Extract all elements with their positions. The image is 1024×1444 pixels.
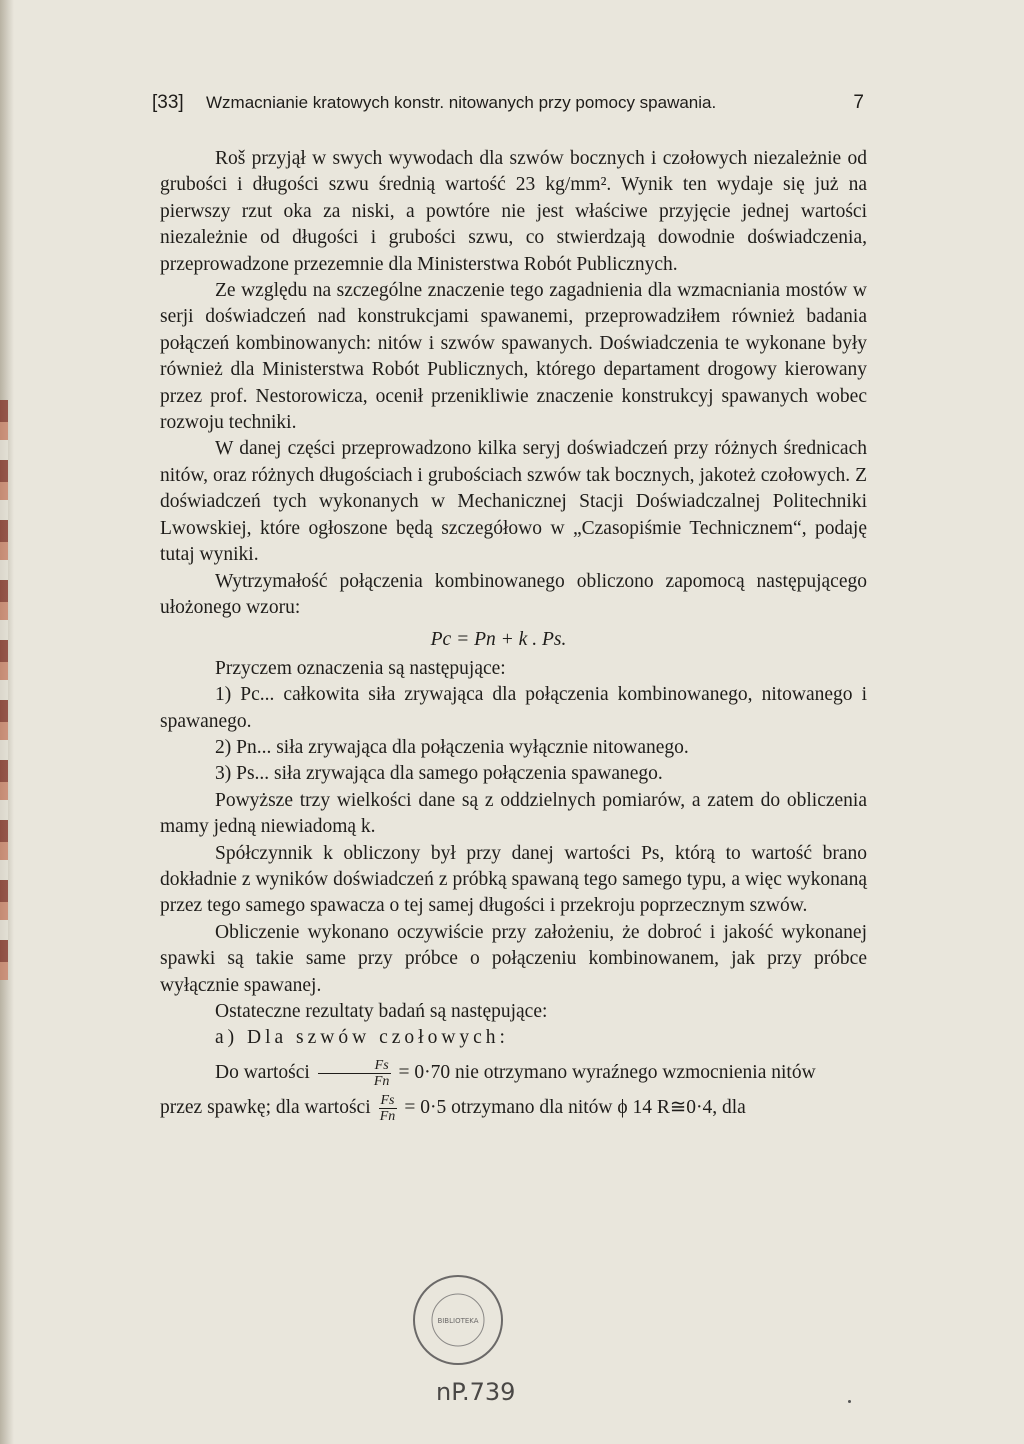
paragraph: W danej części przeprowadzono kilka seryj doświadczeń przy różnych średnicach nitów, oraz różnych długościach i grubościach szwów tak bocznych, jakoteż czołowych. Z doświadczeń tych wykonanych w Mechanicznej Stacji Doświadczalnej Politechniki Lwowskiej, które ogłoszone będą szczegółowo w „Czasopiśmie Technicznem“, podaję tutaj wyniki. [160, 438, 867, 566]
ratio-suffix: = 0·5 otrzymano dla nitów ϕ 14 R≅0·4, dla [404, 1096, 746, 1118]
header-page-ref: [33] [152, 92, 184, 113]
fraction [379, 1093, 397, 1124]
ratio-prefix: Do wartości [215, 1061, 310, 1083]
ratio-suffix: = 0·70 nie otrzymano wyraźnego wzmocnienia nitów [398, 1061, 816, 1083]
library-stamp [410, 1272, 506, 1368]
fraction [318, 1058, 391, 1089]
fraction-numerator: Fs [318, 1058, 391, 1074]
paragraph: Wytrzymałość połączenia kombinowanego obliczono zapomocą następującego ułożonego wzoru: [160, 570, 867, 618]
ink-dot [848, 1400, 851, 1403]
binding-stain [0, 400, 8, 980]
fraction-denominator: Fn [373, 1073, 390, 1089]
ratio-prefix: przez spawkę; dla wartości [160, 1096, 371, 1118]
paragraph: Roš przyjął w swych wywodach dla szwów bocznych i czołowych niezależnie od grubości i długości szwu średnią wartość 23 kg/mm². Wynik ten wydaje się już na pierwszy rzut oka za niski, a powtóre nie jest właściwe przyjęcie jednej wartości niezależnie od długości i grubości szwu, co stwierdzają dowodnie doświadczenia, przeprowadzone przezemnie dla Ministerstwa Robót Publicznych. [160, 148, 867, 275]
ratio-line [160, 1093, 867, 1124]
definition-item: 1) Pc... całkowita siła zrywająca dla połączenia kombinowanego, nitowanego i spawanego. [160, 684, 867, 732]
paragraph: Ze względu na szczególne znaczenie tego zagadnienia dla wzmacniania mostów w serji doświadczeń nad konstrukcjami spawanemi, przeprowadziłem również badania połączeń kombinowanych: nitów i szwów spawanych. Doświadczenia te wykonane były również dla Ministerstwa Robót Publicznych, którego departament drogowy kierowany przez prof. Nestorowicza, ocenił przenikliwie znaczenie konstrukcyj spawanych wobec rozwoju techniki. [160, 280, 867, 434]
section-label: a) Dla szwów czołowych: [215, 1027, 509, 1049]
formula: Pc = Pn + k . Ps. [430, 629, 567, 651]
header-title: Wzmacnianie kratowych konstr. nitowanych przy pomocy spawania. [206, 93, 717, 112]
paragraph: Powyższe trzy wielkości dane są z oddzielnych pomiarów, a zatem do obliczenia mamy jedną niewiadomą k. [160, 789, 867, 838]
definitions-intro: Przyczem oznaczenia są następujące: [215, 657, 506, 679]
fraction-numerator: Fs [380, 1092, 395, 1108]
shelfmark: nP.739 [436, 1378, 516, 1406]
paragraph: Obliczenie wykonano oczywiście przy założeniu, że dobroć i jakość wykonanej spawki są takie same przy próbce o połączeniu kombinowanem, jak przy próbce wyłącznie spawanej. [160, 921, 867, 996]
svg-text:BIBLIOTEKA: BIBLIOTEKA [437, 1317, 479, 1325]
running-header [152, 92, 864, 120]
fraction-denominator: Fn [379, 1108, 396, 1124]
ratio-line [160, 1058, 867, 1089]
body-text [160, 146, 867, 1124]
definition-item: 3) Ps... siła zrywająca dla samego połączenia spawanego. [215, 763, 663, 785]
paragraph: Ostateczne rezultaty badań są następujące: [215, 1001, 548, 1022]
definition-item: 2) Pn... siła zrywająca dla połączenia wyłącznie nitowanego. [215, 736, 689, 758]
page-number: 7 [853, 92, 864, 113]
paragraph: Spółczynnik k obliczony był przy danej wartości Ps, którą to wartość brano dokładnie z wyników doświadczeń z próbką spawaną tego samego typu, a więc wykonaną przez tego samego spawacza o tej samej długości i przekroju poprzecznym szwów. [160, 842, 867, 917]
